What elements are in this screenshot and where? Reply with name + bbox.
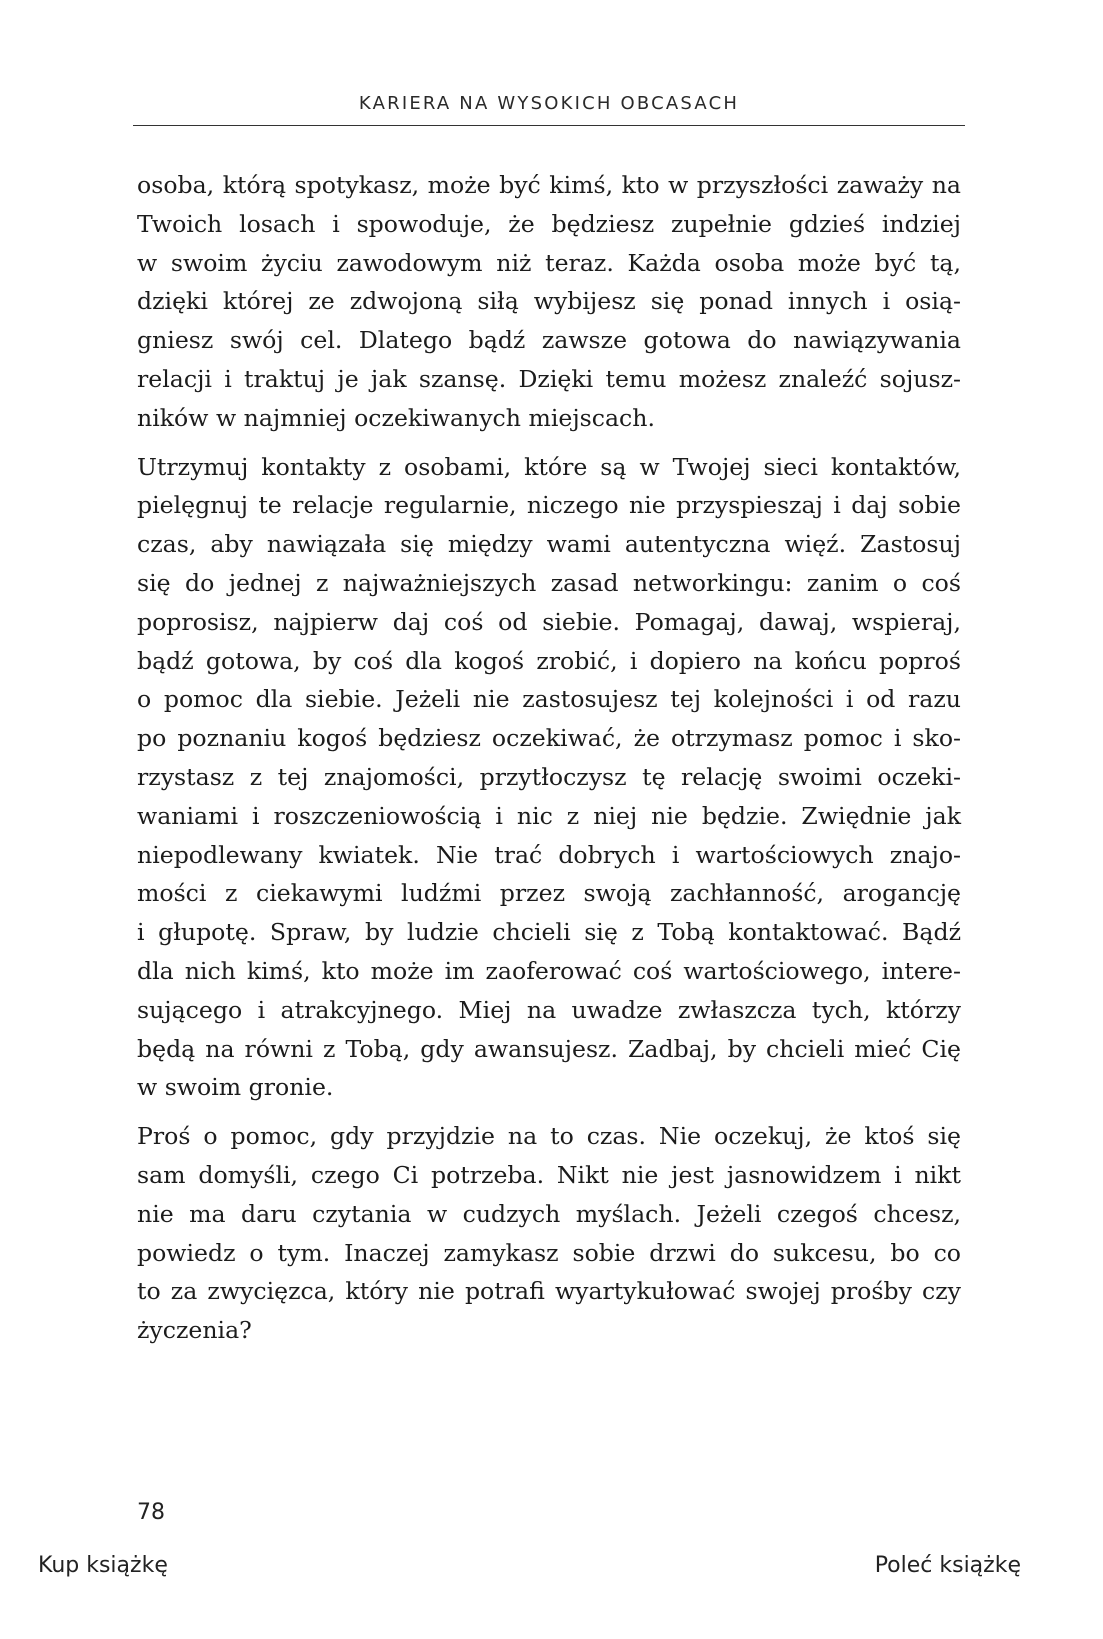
text-line: relacji i traktuj je jak szansę. Dzięki temu możesz znaleźć sojusz-	[137, 364, 961, 393]
text-line: niepodlewany kwiatek. Nie trać dobrych i wartościowych znajo-	[137, 840, 961, 869]
text-line: Twoich losach i spowoduje, że będziesz zupełnie gdzieś indziej	[137, 209, 961, 238]
text-line: ników w najmniej oczekiwanych miejscach.	[137, 403, 655, 432]
text-line: mości z ciekawymi ludźmi przez swoją zachłanność, arogancję	[137, 879, 961, 908]
text-line: powiedz o tym. Inaczej zamykasz sobie drzwi do sukcesu, bo co	[137, 1238, 961, 1267]
text-line: sam domyśli, czego Ci potrzeba. Nikt nie jest jasnowidzem i nikt	[137, 1160, 961, 1189]
text-line: nie ma daru czytania w cudzych myślach. Jeżeli czegoś chcesz,	[137, 1199, 961, 1228]
text-line: osoba, którą spotykasz, może być kimś, kto w przyszłości zaważy na	[137, 171, 961, 199]
text-line: w swoim gronie.	[137, 1073, 334, 1102]
paragraph-1	[137, 166, 961, 438]
page-number: 78	[137, 1500, 165, 1525]
text-line: o pomoc dla siebie. Jeżeli nie zastosujesz tej kolejności i od razu	[137, 685, 961, 714]
text-line: się do jednej z najważniejszych zasad networkingu: zanim o coś	[137, 568, 961, 597]
text-line: dla nich kimś, kto może im zaoferować coś wartościowego, intere-	[137, 956, 961, 985]
text-line: Proś o pomoc, gdy przyjdzie na to czas. Nie oczekuj, że ktoś się	[137, 1122, 961, 1151]
running-header-title: KARIERA NA WYSOKICH OBCASACH	[358, 93, 740, 114]
paragraph-3	[137, 1117, 961, 1350]
text-line: sującego i atrakcyjnego. Miej na uwadze zwłaszcza tych, którzy	[137, 995, 961, 1024]
text-line: rzystasz z tej znajomości, przytłoczysz tę relację swoimi oczeki-	[137, 762, 961, 791]
text-line: to za zwycięzca, który nie potrafi wyartykułować swojej prośby czy	[137, 1277, 961, 1306]
text-line: waniami i roszczeniowością i nic z niej nie będzie. Zwiędnie jak	[137, 801, 961, 830]
text-line: po poznaniu kogoś będziesz oczekiwać, że otrzymasz pomoc i sko-	[137, 724, 961, 753]
text-line: pielęgnuj te relacje regularnie, niczego nie przyspieszaj i daj sobie	[137, 491, 961, 520]
body-text	[137, 166, 961, 1360]
text-line: Utrzymuj kontakty z osobami, które są w Twojej sieci kontaktów,	[137, 452, 961, 481]
text-line: w swoim życiu zawodowym niż teraz. Każda osoba może być tą,	[137, 248, 961, 277]
text-line: czas, aby nawiązała się między wami autentyczna więź. Zastosuj	[137, 530, 961, 559]
text-line: dzięki której ze zdwojoną siłą wybijesz się ponad innych i osią-	[137, 287, 961, 316]
text-line: gniesz swój cel. Dlatego bądź zawsze gotowa do nawiązywania	[137, 326, 961, 355]
recommend-book-link[interactable]: Poleć książkę	[874, 1553, 1021, 1578]
buy-book-link[interactable]: Kup książkę	[38, 1553, 168, 1578]
text-line: życzenia?	[137, 1316, 252, 1345]
text-line: będą na równi z Tobą, gdy awansujesz. Zadbaj, by chcieli mieć Cię	[137, 1034, 961, 1063]
text-line: i głupotę. Spraw, by ludzie chcieli się z Tobą kontaktować. Bądź	[137, 918, 961, 947]
text-line: poprosisz, najpierw daj coś od siebie. Pomagaj, dawaj, wspieraj,	[137, 607, 961, 636]
header-divider	[133, 125, 965, 126]
paragraph-2	[137, 448, 961, 1108]
text-line: bądź gotowa, by coś dla kogoś zrobić, i dopiero na końcu poproś	[137, 646, 961, 675]
